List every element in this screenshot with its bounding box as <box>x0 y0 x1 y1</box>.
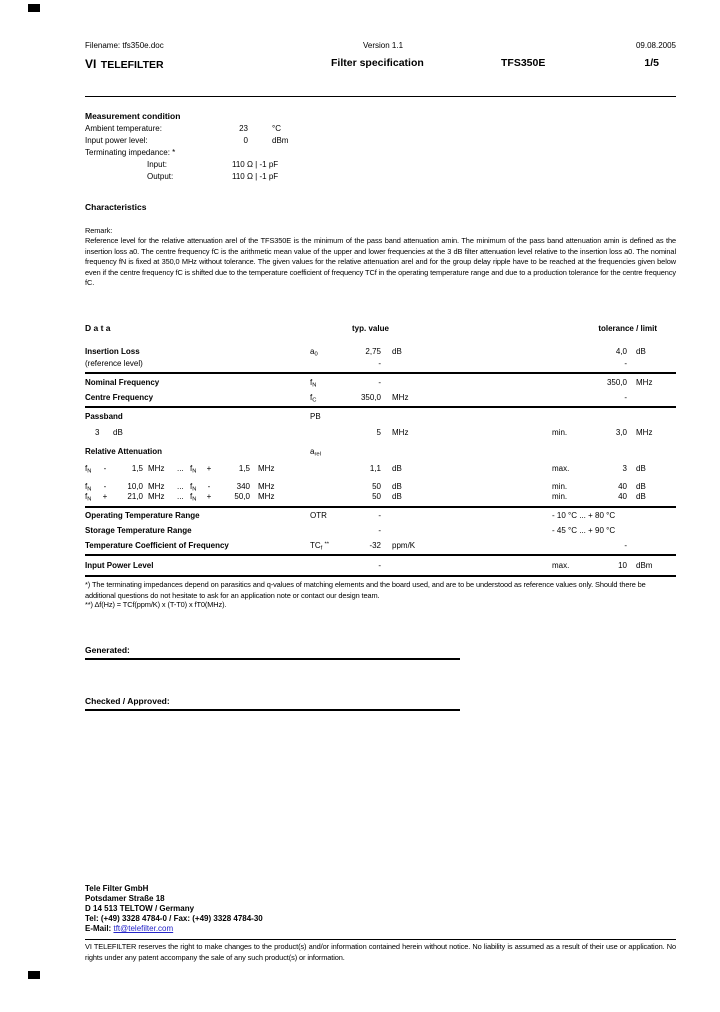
passband-typ-unit: MHz <box>392 428 409 437</box>
data-heading: D a t a <box>85 323 111 333</box>
centre-frequency-typ-unit: MHz <box>392 393 409 402</box>
range-dots: ... <box>177 482 184 491</box>
symbol-base: a <box>310 347 315 356</box>
row-passband <box>0 412 720 424</box>
range-sign1: - <box>103 464 107 473</box>
symbol-sub: f <box>320 545 323 552</box>
table-rule-2 <box>85 406 676 408</box>
storage-label: Storage Temperature Range <box>85 526 192 535</box>
centre-frequency-tol: - <box>624 393 627 402</box>
range-sign2: - <box>207 482 211 491</box>
input-power-tol: 10 <box>618 561 627 570</box>
output-impedance-value: 110 Ω | -1 pF <box>232 172 279 181</box>
range-f2 <box>190 482 196 492</box>
range-sign1: + <box>102 492 108 501</box>
range-typ-unit: dB <box>392 492 402 501</box>
symbol-note: ** <box>324 541 330 548</box>
table-rule-1 <box>85 372 676 374</box>
range-tol: 40 <box>618 492 627 501</box>
range-unit2: MHz <box>258 482 275 491</box>
insertion-loss-symbol <box>310 347 318 357</box>
insertion-loss-tol: 4,0 <box>615 347 627 356</box>
range-sign2: + <box>206 492 212 501</box>
table-rule-5 <box>85 575 676 577</box>
symbol-sub: N <box>192 468 197 475</box>
row-insertion-loss <box>0 347 720 359</box>
input-impedance-label: Input: <box>147 160 168 169</box>
symbol-base: TC <box>310 541 321 550</box>
range-value1: 21,0 <box>127 492 143 501</box>
generated-signature-line <box>85 658 460 660</box>
range-typ: 50 <box>372 492 381 501</box>
row-input-power <box>0 561 720 573</box>
symbol-base: f <box>85 482 88 491</box>
range-tol-prefix: min. <box>552 492 568 501</box>
relative-attenuation-symbol <box>310 447 321 457</box>
symbol-sub: C <box>312 397 317 404</box>
symbol-base: f <box>310 378 313 387</box>
passband-tol-unit: MHz <box>636 428 653 437</box>
symbol-sub: N <box>192 486 197 493</box>
symbol-base: f <box>190 482 193 491</box>
column-header-typ-value: typ. value <box>352 324 389 333</box>
registration-mark-bottom <box>28 971 40 979</box>
date-label: 09.08.2005 <box>635 41 676 50</box>
range-value1: 10,0 <box>127 482 143 491</box>
table-rule-3 <box>85 506 676 508</box>
nominal-frequency-tol-unit: MHz <box>636 378 653 387</box>
range-dots: ... <box>177 464 184 473</box>
ambient-value: 23 <box>239 124 248 133</box>
input-power-label: Input Power Level <box>85 561 154 570</box>
range-typ-unit: dB <box>392 482 402 491</box>
row-centre-frequency <box>0 393 720 405</box>
symbol-base: f <box>310 393 313 402</box>
remark-paragraph: Reference level for the relative attenuation arel of the TFS350E is the minimum of the pass band attenuation amin. The minimum of the pass band attenuation amin is defined as the insertion loss a0. The centre frequency fC is the arithmetic mean value of the upper and lower frequencies at the 3 dB filter attenuation level relative to the insertion loss a0. The nominal frequency fN is fixed at 350,0 MHz without tolerance. The given values for the relative attenuation arel and for the group delay ripple have to be reached at the frequencies given below even if the centre frequency fC is shifted due to the temperature coefficient of frequency TCf in the operating temperature range and due to a production tolerance for the centre frequency fC. <box>85 236 676 288</box>
passband-typ: 5 <box>376 428 381 437</box>
measurement-row-output <box>0 172 720 184</box>
insertion-loss-label: Insertion Loss <box>85 347 140 356</box>
centre-frequency-typ: 350,0 <box>360 393 381 402</box>
company-name: Tele Filter GmbH <box>85 884 149 893</box>
tcf-tol: - <box>624 541 627 550</box>
row-otr <box>0 511 720 523</box>
doc-title: Filter specification <box>331 57 424 69</box>
range-tol-prefix: max. <box>552 464 570 473</box>
otr-label: Operating Temperature Range <box>85 511 200 520</box>
row-nominal-frequency <box>0 378 720 390</box>
registration-mark-top <box>28 4 40 12</box>
otr-symbol: OTR <box>310 511 327 520</box>
header-rule <box>85 96 676 97</box>
power-label: Input power level: <box>85 136 148 145</box>
brand-name: TELEFILTER <box>100 59 164 71</box>
otr-typ: - <box>378 511 381 520</box>
range-tol-unit: dB <box>636 464 646 473</box>
email-line <box>85 924 173 934</box>
symbol-sub: 0 <box>314 351 318 358</box>
otr-tol: - 10 °C ... + 80 °C <box>552 511 616 520</box>
measurement-row-ambient <box>0 124 720 136</box>
range-typ: 50 <box>372 482 381 491</box>
passband-3db-value: 3 <box>95 428 100 437</box>
reference-level-tol: - <box>624 359 627 368</box>
checked-signature-line <box>85 709 460 711</box>
input-power-tol-prefix: max. <box>552 561 570 570</box>
footnote-1: *) The terminating impedances depend on parasitics and q-values of matching elements and the board used, and are to be understood as reference values only. Should there be additional questions do not hesitate to ask for an application note or contact our design team. <box>85 580 646 600</box>
symbol-sub: N <box>192 496 197 503</box>
row-range-3 <box>0 492 720 504</box>
passband-tol-prefix: min. <box>552 428 568 437</box>
column-header-tolerance: tolerance / limit <box>598 324 657 333</box>
symbol-sub: N <box>87 496 92 503</box>
symbol-sub: N <box>87 486 92 493</box>
power-unit: dBm <box>272 136 289 145</box>
centre-frequency-label: Centre Frequency <box>85 393 154 402</box>
version-label: Version 1.1 <box>363 41 404 50</box>
storage-typ: - <box>378 526 381 535</box>
passband-label: Passband <box>85 412 123 421</box>
row-storage <box>0 526 720 538</box>
nominal-frequency-symbol <box>310 378 316 388</box>
range-unit2: MHz <box>258 492 275 501</box>
range-tol-unit: dB <box>636 482 646 491</box>
measurement-row-input <box>0 160 720 172</box>
range-unit1: MHz <box>148 492 165 501</box>
terminating-label: Terminating impedance: * <box>85 148 176 157</box>
table-rule-4 <box>85 554 676 556</box>
symbol-base: f <box>85 464 88 473</box>
range-tol: 3 <box>622 464 627 473</box>
symbol-sub: N <box>87 468 92 475</box>
symbol-base: f <box>190 464 193 473</box>
nominal-frequency-label: Nominal Frequency <box>85 378 160 387</box>
row-passband-3db <box>0 428 720 440</box>
input-power-typ: - <box>378 561 381 570</box>
range-sign1: - <box>103 482 107 491</box>
input-impedance-value: 110 Ω | -1 pF <box>232 160 279 169</box>
tcf-typ-unit: ppm/K <box>392 541 416 550</box>
range-tol: 40 <box>618 482 627 491</box>
passband-tol: 3,0 <box>615 428 627 437</box>
symbol-base: f <box>85 492 88 501</box>
footnote-2: **) Δf(Hz) = TCf(ppm/K) x (T-T0) x fT0(MHz). <box>85 600 227 609</box>
symbol-base: a <box>310 447 315 456</box>
part-number: TFS350E <box>501 57 546 69</box>
symbol-sub: N <box>312 382 317 389</box>
range-typ: 1,1 <box>369 464 381 473</box>
range-value1: 1,5 <box>131 464 143 473</box>
range-f1 <box>85 482 91 492</box>
range-f2 <box>190 464 196 474</box>
range-value2: 1,5 <box>238 464 250 473</box>
checked-approved-label: Checked / Approved: <box>85 696 170 706</box>
ambient-unit: °C <box>272 124 281 133</box>
brand-logo: VI <box>85 57 97 71</box>
email-label: E-Mail: <box>85 924 112 933</box>
tcf-typ: -32 <box>369 541 381 550</box>
range-unit1: MHz <box>148 464 165 473</box>
filename-label: Filename: tfs350e.doc <box>85 41 164 50</box>
company-street: Potsdamer Straße 18 <box>85 894 165 903</box>
generated-label: Generated: <box>85 645 130 655</box>
measurement-row-power <box>0 136 720 148</box>
footer-rule <box>85 939 676 940</box>
input-power-tol-unit: dBm <box>636 561 653 570</box>
relative-attenuation-label: Relative Attenuation <box>85 447 163 456</box>
symbol-sub: rel <box>314 451 321 458</box>
page-number: 1/5 <box>644 57 659 69</box>
nominal-frequency-typ: - <box>378 378 381 387</box>
row-relative-attenuation <box>0 447 720 459</box>
ambient-label: Ambient temperature: <box>85 124 162 133</box>
range-tol-unit: dB <box>636 492 646 501</box>
characteristics-heading: Characteristics <box>85 202 147 212</box>
tcf-label: Temperature Coefficient of Frequency <box>85 541 229 550</box>
range-sign2: + <box>206 464 212 473</box>
insertion-loss-tol-unit: dB <box>636 347 646 356</box>
centre-frequency-symbol <box>310 393 316 403</box>
insertion-loss-typ-unit: dB <box>392 347 402 356</box>
symbol-base: f <box>190 492 193 501</box>
insertion-loss-typ: 2,75 <box>365 347 381 356</box>
row-range-1 <box>0 464 720 476</box>
email-link[interactable]: tft@telefilter.com <box>113 924 174 933</box>
company-phone: Tel: (+49) 3328 4784-0 / Fax: (+49) 3328 4784-30 <box>85 914 263 923</box>
range-typ-unit: dB <box>392 464 402 473</box>
output-impedance-label: Output: <box>147 172 174 181</box>
range-f2 <box>190 492 196 502</box>
measurement-heading: Measurement condition <box>85 111 181 121</box>
reference-level-typ: - <box>378 359 381 368</box>
row-reference-level <box>0 359 720 371</box>
range-unit1: MHz <box>148 482 165 491</box>
nominal-frequency-tol: 350,0 <box>606 378 627 387</box>
reference-level-label: (reference level) <box>85 359 143 368</box>
range-f1 <box>85 492 91 502</box>
brand-lockup <box>85 55 164 73</box>
power-value: 0 <box>243 136 248 145</box>
storage-tol: - 45 °C ... + 90 °C <box>552 526 616 535</box>
passband-3db-unit: dB <box>113 428 123 437</box>
range-dots: ... <box>177 492 184 501</box>
measurement-row-terminating <box>0 148 720 160</box>
range-value2: 50,0 <box>234 492 250 501</box>
row-tcf <box>0 541 720 553</box>
passband-symbol: PB <box>310 412 321 421</box>
range-value2: 340 <box>236 482 250 491</box>
company-city: D 14 513 TELTOW / Germany <box>85 904 195 913</box>
disclaimer: VI TELEFILTER reserves the right to make changes to the product(s) and/or information contained herein without notice. No liability is assumed as a result of their use or application. No rights under any patent accompany the sale of any such product(s) or information. <box>85 942 676 962</box>
range-unit2: MHz <box>258 464 275 473</box>
remark-label: Remark: <box>85 226 113 235</box>
range-f1 <box>85 464 91 474</box>
range-tol-prefix: min. <box>552 482 568 491</box>
